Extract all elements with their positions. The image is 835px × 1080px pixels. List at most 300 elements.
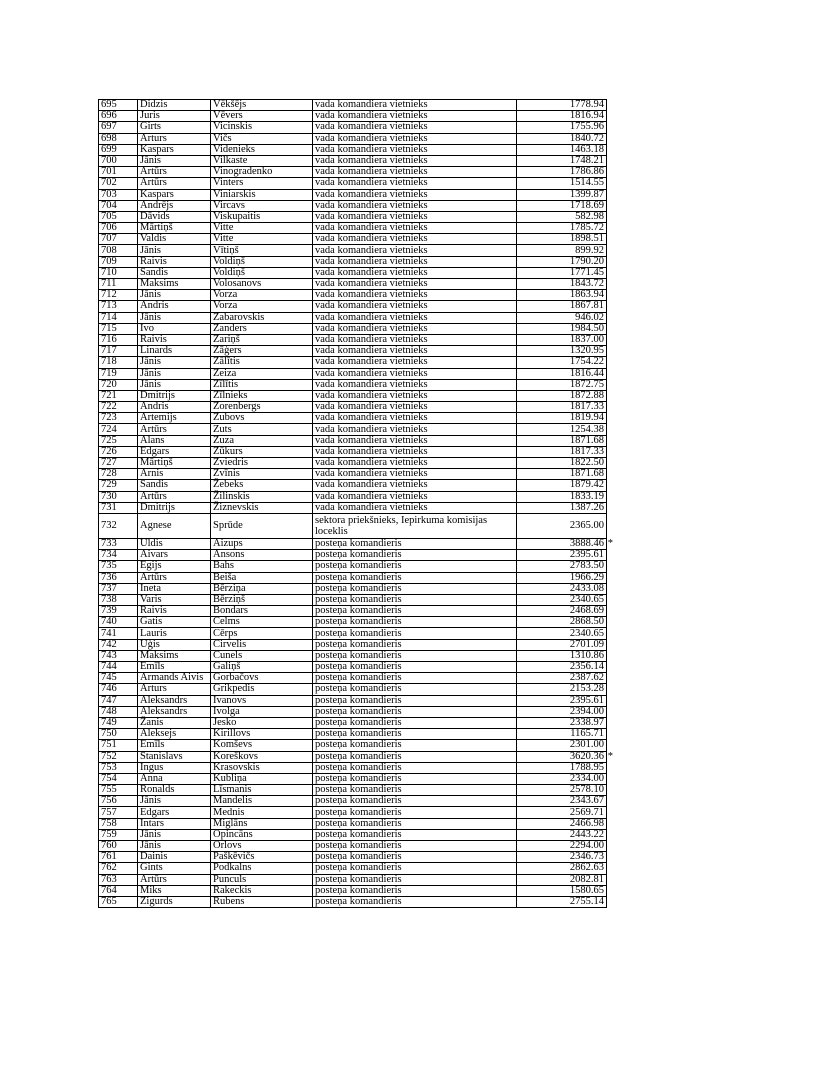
row-number-text: 738 xyxy=(101,593,117,605)
first-name-cell xyxy=(138,502,211,513)
first-name-text: Uldis xyxy=(140,538,163,550)
last-name-text: Zīlnieks xyxy=(213,389,248,401)
row-number-text: 716 xyxy=(101,334,117,346)
row-number-cell xyxy=(99,807,138,818)
position-text: vada komandiera vietnieks xyxy=(315,300,428,312)
table-row xyxy=(99,513,607,538)
last-name-text: Vicinskis xyxy=(213,121,253,133)
position-text: vada komandiera vietnieks xyxy=(315,289,428,301)
last-name-text: Kirillovs xyxy=(213,728,251,740)
table-row xyxy=(99,491,607,502)
last-name-text: Zīlītis xyxy=(213,378,239,390)
first-name-cell xyxy=(138,133,211,144)
first-name-text: Jānis xyxy=(140,155,161,167)
row-number-cell xyxy=(99,290,138,301)
table-row xyxy=(99,863,607,874)
last-name-cell xyxy=(211,279,313,290)
position-cell xyxy=(313,301,517,312)
row-number-text: 703 xyxy=(101,188,117,200)
first-name-cell xyxy=(138,729,211,740)
row-number-text: 758 xyxy=(101,817,117,829)
row-number-text: 724 xyxy=(101,423,117,435)
position-text: vada komandiera vietnieks xyxy=(315,378,428,390)
last-name-text: Grikpedis xyxy=(213,683,255,695)
last-name-cell xyxy=(211,852,313,863)
amount-cell xyxy=(517,458,607,469)
amount-cell xyxy=(517,178,607,189)
last-name-text: Vircavs xyxy=(213,199,246,211)
first-name-cell xyxy=(138,368,211,379)
amount-text: 2356.14 xyxy=(569,661,604,673)
last-name-cell xyxy=(211,863,313,874)
last-name-text: Rubens xyxy=(213,896,245,908)
position-text: posteņa komandieris xyxy=(315,538,402,550)
amount-text: 2387.62 xyxy=(569,672,604,684)
last-name-cell xyxy=(211,390,313,401)
table-row xyxy=(99,223,607,234)
first-name-cell xyxy=(138,424,211,435)
last-name-text: Opincāns xyxy=(213,828,253,840)
amount-cell xyxy=(517,402,607,413)
position-text: posteņa komandieris xyxy=(315,772,402,784)
row-number-cell xyxy=(99,852,138,863)
last-name-text: Zālītis xyxy=(213,356,240,368)
first-name-text: Jānis xyxy=(140,828,161,840)
first-name-cell xyxy=(138,413,211,424)
amount-text: 1785.72 xyxy=(569,222,604,234)
first-name-text: Gints xyxy=(140,862,163,874)
amount-cell xyxy=(517,200,607,211)
row-number-text: 697 xyxy=(101,121,117,133)
amount-cell xyxy=(517,740,607,751)
amount-text: 2334.00 xyxy=(569,772,604,784)
row-number-text: 727 xyxy=(101,457,117,469)
amount-cell xyxy=(517,762,607,773)
amount-cell xyxy=(517,513,607,538)
position-text: posteņa komandieris xyxy=(315,817,402,829)
first-name-text: Artūrs xyxy=(140,571,167,583)
last-name-cell xyxy=(211,650,313,661)
row-number-text: 740 xyxy=(101,616,117,628)
first-name-cell xyxy=(138,684,211,695)
first-name-cell xyxy=(138,885,211,896)
last-name-text: Sprūde xyxy=(213,519,243,531)
amount-cell xyxy=(517,155,607,166)
first-name-text: Jānis xyxy=(140,840,161,852)
row-number-cell xyxy=(99,446,138,457)
first-name-text: Aleksandrs xyxy=(140,694,188,706)
last-name-cell xyxy=(211,695,313,706)
last-name-cell xyxy=(211,818,313,829)
amount-cell xyxy=(517,684,607,695)
position-text: vada komandiera vietnieks xyxy=(315,334,428,346)
amount-cell xyxy=(517,885,607,896)
first-name-text: Edgars xyxy=(140,445,170,457)
row-number-cell xyxy=(99,513,138,538)
position-cell xyxy=(313,538,517,549)
amount-cell xyxy=(517,896,607,907)
row-number-cell xyxy=(99,390,138,401)
table-row xyxy=(99,896,607,907)
row-number-cell xyxy=(99,155,138,166)
last-name-cell xyxy=(211,458,313,469)
table-row xyxy=(99,458,607,469)
row-number-cell xyxy=(99,606,138,617)
last-name-text: Volosanovs xyxy=(213,278,262,290)
table-row xyxy=(99,290,607,301)
position-cell xyxy=(313,178,517,189)
row-number-text: 736 xyxy=(101,571,117,583)
row-number-text: 706 xyxy=(101,222,117,234)
last-name-text: Vitte xyxy=(213,233,234,245)
first-name-text: Raivis xyxy=(140,255,167,267)
first-name-cell xyxy=(138,841,211,852)
amount-text: 1867.81 xyxy=(569,300,604,312)
first-name-text: Aleksejs xyxy=(140,728,177,740)
amount-cell xyxy=(517,234,607,245)
position-text: posteņa komandieris xyxy=(315,661,402,673)
amount-cell xyxy=(517,323,607,334)
last-name-cell xyxy=(211,290,313,301)
position-text: posteņa komandieris xyxy=(315,638,402,650)
amount-cell xyxy=(517,469,607,480)
table-row xyxy=(99,144,607,155)
row-number-text: 745 xyxy=(101,672,117,684)
last-name-text: Paškēvičs xyxy=(213,851,255,863)
position-cell xyxy=(313,550,517,561)
first-name-text: Raivis xyxy=(140,605,167,617)
amount-cell xyxy=(517,312,607,323)
amount-text: 1778.94 xyxy=(569,99,604,111)
first-name-cell xyxy=(138,446,211,457)
row-number-text: 715 xyxy=(101,322,117,334)
first-name-cell xyxy=(138,402,211,413)
first-name-cell xyxy=(138,122,211,133)
row-number-cell xyxy=(99,469,138,480)
table-row xyxy=(99,256,607,267)
last-name-cell xyxy=(211,561,313,572)
first-name-text: Andrējs xyxy=(140,199,174,211)
row-number-cell xyxy=(99,706,138,717)
row-number-cell xyxy=(99,773,138,784)
last-name-text: Vilkaste xyxy=(213,155,248,167)
row-number-cell xyxy=(99,167,138,178)
position-text: vada komandiera vietnieks xyxy=(315,356,428,368)
position-text: vada komandiera vietnieks xyxy=(315,166,428,178)
last-name-cell xyxy=(211,751,313,762)
last-name-text: Zviedris xyxy=(213,457,248,469)
position-cell xyxy=(313,706,517,717)
position-cell xyxy=(313,818,517,829)
last-name-cell xyxy=(211,178,313,189)
position-text: vada komandiera vietnieks xyxy=(315,457,428,469)
row-number-text: 754 xyxy=(101,772,117,784)
position-text: posteņa komandieris xyxy=(315,828,402,840)
position-cell xyxy=(313,729,517,740)
amount-cell xyxy=(517,144,607,155)
row-number-text: 707 xyxy=(101,233,117,245)
table-row xyxy=(99,796,607,807)
position-text: vada komandiera vietnieks xyxy=(315,479,428,491)
row-number-cell xyxy=(99,480,138,491)
position-cell xyxy=(313,122,517,133)
position-text: vada komandiera vietnieks xyxy=(315,121,428,133)
first-name-cell xyxy=(138,100,211,111)
position-cell xyxy=(313,256,517,267)
footnote-mark: * xyxy=(607,750,613,762)
first-name-cell xyxy=(138,211,211,222)
amount-text: 2466.98 xyxy=(569,817,604,829)
position-cell xyxy=(313,896,517,907)
amount-cell xyxy=(517,807,607,818)
amount-text: 1320.95 xyxy=(569,345,604,357)
position-text: vada komandiera vietnieks xyxy=(315,132,428,144)
amount-text: 2395.61 xyxy=(569,549,604,561)
position-cell xyxy=(313,807,517,818)
row-number-text: 760 xyxy=(101,840,117,852)
table-row xyxy=(99,773,607,784)
first-name-cell xyxy=(138,852,211,863)
last-name-cell xyxy=(211,323,313,334)
position-cell xyxy=(313,279,517,290)
first-name-cell xyxy=(138,550,211,561)
row-number-text: 699 xyxy=(101,143,117,155)
first-name-cell xyxy=(138,538,211,549)
position-text: vada komandiera vietnieks xyxy=(315,401,428,413)
position-cell xyxy=(313,684,517,695)
last-name-cell xyxy=(211,762,313,773)
position-text: posteņa komandieris xyxy=(315,616,402,628)
amount-cell xyxy=(517,537,613,550)
position-text: vada komandiera vietnieks xyxy=(315,345,428,357)
position-cell xyxy=(313,312,517,323)
last-name-cell xyxy=(211,245,313,256)
position-text: vada komandiera vietnieks xyxy=(315,266,428,278)
table-row xyxy=(99,762,607,773)
position-cell xyxy=(313,379,517,390)
first-name-cell xyxy=(138,673,211,684)
row-number-text: 735 xyxy=(101,560,117,572)
last-name-cell xyxy=(211,301,313,312)
table-row xyxy=(99,469,607,480)
amount-text: 1871.68 xyxy=(569,468,604,480)
row-number-cell xyxy=(99,323,138,334)
first-name-text: Agnese xyxy=(140,519,172,531)
last-name-cell xyxy=(211,717,313,728)
table-row xyxy=(99,852,607,863)
position-cell xyxy=(313,211,517,222)
last-name-text: Aizups xyxy=(213,538,243,550)
amount-text: 2338.97 xyxy=(569,717,604,729)
amount-cell xyxy=(517,829,607,840)
position-text: posteņa komandieris xyxy=(315,605,402,617)
row-number-cell xyxy=(99,402,138,413)
row-number-cell xyxy=(99,200,138,211)
row-number-text: 759 xyxy=(101,828,117,840)
last-name-cell xyxy=(211,841,313,852)
table-row xyxy=(99,368,607,379)
last-name-cell xyxy=(211,785,313,796)
row-number-text: 725 xyxy=(101,434,117,446)
first-name-text: Andris xyxy=(140,300,169,312)
row-number-cell xyxy=(99,111,138,122)
last-name-text: Zorenbergs xyxy=(213,401,261,413)
row-number-cell xyxy=(99,896,138,907)
row-number-cell xyxy=(99,100,138,111)
row-number-cell xyxy=(99,785,138,796)
amount-cell xyxy=(517,424,607,435)
row-number-cell xyxy=(99,245,138,256)
amount-cell xyxy=(517,390,607,401)
first-name-cell xyxy=(138,458,211,469)
amount-text: 946.02 xyxy=(575,311,604,323)
amount-text: 2394.00 xyxy=(569,705,604,717)
last-name-cell xyxy=(211,435,313,446)
row-number-cell xyxy=(99,189,138,200)
last-name-text: Zāģers xyxy=(213,345,242,357)
last-name-text: Zubovs xyxy=(213,412,245,424)
last-name-text: Cunels xyxy=(213,649,243,661)
table-row xyxy=(99,818,607,829)
amount-cell xyxy=(517,189,607,200)
amount-text: 2301.00 xyxy=(569,739,604,751)
first-name-cell xyxy=(138,390,211,401)
amount-text: 2578.10 xyxy=(569,784,604,796)
row-number-text: 756 xyxy=(101,795,117,807)
last-name-text: Viskupaitis xyxy=(213,210,261,222)
position-text: vada komandiera vietnieks xyxy=(315,367,428,379)
row-number-text: 717 xyxy=(101,345,117,357)
first-name-text: Dainis xyxy=(140,851,168,863)
last-name-cell xyxy=(211,550,313,561)
last-name-text: Celms xyxy=(213,616,240,628)
row-number-text: 723 xyxy=(101,412,117,424)
first-name-cell xyxy=(138,818,211,829)
last-name-text: Cirvelis xyxy=(213,638,247,650)
first-name-text: Ingus xyxy=(140,761,164,773)
first-name-cell xyxy=(138,740,211,751)
row-number-text: 737 xyxy=(101,582,117,594)
position-cell xyxy=(313,796,517,807)
amount-text: 1816.44 xyxy=(569,367,604,379)
first-name-text: Jānis xyxy=(140,311,161,323)
last-name-cell xyxy=(211,368,313,379)
table-row xyxy=(99,706,607,717)
last-name-cell xyxy=(211,211,313,222)
position-cell xyxy=(313,874,517,885)
first-name-cell xyxy=(138,167,211,178)
amount-text: 1790.20 xyxy=(569,255,604,267)
last-name-text: Mandelis xyxy=(213,795,253,807)
row-number-cell xyxy=(99,368,138,379)
row-number-text: 744 xyxy=(101,661,117,673)
row-number-text: 696 xyxy=(101,110,117,122)
amount-cell xyxy=(517,583,607,594)
position-cell xyxy=(313,785,517,796)
position-cell xyxy=(313,583,517,594)
position-cell xyxy=(313,290,517,301)
amount-cell xyxy=(517,256,607,267)
amount-text: 1788.95 xyxy=(569,761,604,773)
row-number-text: 747 xyxy=(101,694,117,706)
position-cell xyxy=(313,155,517,166)
last-name-text: Vitte xyxy=(213,222,234,234)
last-name-text: Komševs xyxy=(213,739,253,751)
amount-text: 2395.61 xyxy=(569,694,604,706)
amount-text: 1748.21 xyxy=(569,155,604,167)
last-name-text: Gorbačovs xyxy=(213,672,259,684)
row-number-text: 722 xyxy=(101,401,117,413)
row-number-text: 726 xyxy=(101,445,117,457)
last-name-cell xyxy=(211,594,313,605)
position-cell xyxy=(313,100,517,111)
amount-text: 2346.73 xyxy=(569,851,604,863)
table-row xyxy=(99,155,607,166)
row-number-cell xyxy=(99,662,138,673)
last-name-cell xyxy=(211,617,313,628)
table-row xyxy=(99,583,607,594)
first-name-text: Jānis xyxy=(140,289,161,301)
first-name-cell xyxy=(138,583,211,594)
first-name-text: Mārtiņš xyxy=(140,222,173,234)
first-name-cell xyxy=(138,290,211,301)
amount-cell xyxy=(517,111,607,122)
first-name-text: Jānis xyxy=(140,378,161,390)
amount-cell xyxy=(517,572,607,583)
row-number-text: 757 xyxy=(101,806,117,818)
first-name-text: Edgars xyxy=(140,806,170,818)
position-cell xyxy=(313,167,517,178)
amount-text: 1898.51 xyxy=(569,233,604,245)
last-name-cell xyxy=(211,256,313,267)
amount-text: 2468.69 xyxy=(569,605,604,617)
last-name-text: Zuza xyxy=(213,434,234,446)
position-text: posteņa komandieris xyxy=(315,862,402,874)
first-name-cell xyxy=(138,762,211,773)
first-name-cell xyxy=(138,312,211,323)
position-cell xyxy=(313,368,517,379)
position-text: posteņa komandieris xyxy=(315,840,402,852)
row-number-text: 750 xyxy=(101,728,117,740)
first-name-text: Sandis xyxy=(140,266,169,278)
first-name-text: Girts xyxy=(140,121,161,133)
amount-cell xyxy=(517,639,607,650)
row-number-text: 761 xyxy=(101,851,117,863)
row-number-cell xyxy=(99,639,138,650)
position-cell xyxy=(313,446,517,457)
amount-text: 2701.09 xyxy=(569,638,604,650)
position-cell xyxy=(313,144,517,155)
position-text: vada komandiera vietnieks xyxy=(315,255,428,267)
amount-cell xyxy=(517,706,607,717)
table-row xyxy=(99,684,607,695)
amount-cell xyxy=(517,379,607,390)
amount-cell xyxy=(517,301,607,312)
amount-text: 1771.45 xyxy=(569,266,604,278)
table-row xyxy=(99,402,607,413)
amount-text: 1837.00 xyxy=(569,334,604,346)
amount-cell xyxy=(517,750,613,762)
first-name-cell xyxy=(138,223,211,234)
row-number-text: 732 xyxy=(101,519,117,531)
position-cell xyxy=(313,852,517,863)
position-text: posteņa komandieris xyxy=(315,851,402,863)
row-number-cell xyxy=(99,684,138,695)
last-name-text: Krasovskis xyxy=(213,761,260,773)
position-text: vada komandiera vietnieks xyxy=(315,188,428,200)
first-name-text: Zigurds xyxy=(140,896,173,908)
position-text: posteņa komandieris xyxy=(315,672,402,684)
